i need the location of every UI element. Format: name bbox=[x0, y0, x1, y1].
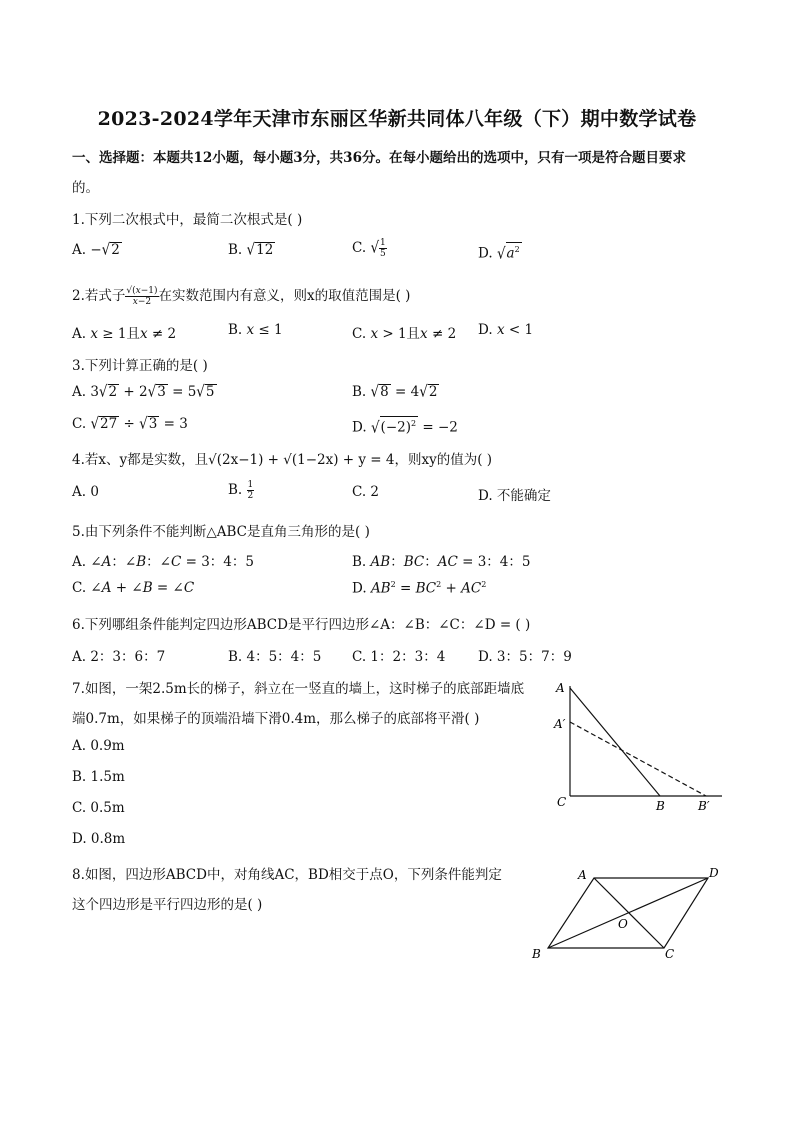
section-heading-line2: 的。 bbox=[72, 180, 99, 196]
q5-option-d: D. $AB^2 = BC^2 + AC^2$ bbox=[352, 580, 487, 597]
q7-option-a: A. 0.9m bbox=[72, 738, 125, 754]
label-b: B bbox=[532, 947, 541, 961]
section-heading-line1: 一、选择题：本题共12小题，每小题3分，共36分。在每小题给出的选项中，只有一项是符合题目要求 bbox=[72, 150, 686, 166]
question-2-stem: 2.若式子 $\frac{√(x-1)}{x-2}$ 在实数范围内有意义，则x的取值范围是( ) bbox=[72, 286, 411, 307]
label-a: A bbox=[578, 868, 587, 882]
label-c: C bbox=[557, 795, 567, 809]
q3-option-d: D. $√(-2)^2 = -2$ bbox=[352, 416, 458, 436]
ladder-figure bbox=[550, 676, 730, 816]
q2-option-d: D. x < 1 bbox=[478, 322, 534, 338]
q3-option-b: B. √8 = 4√2 bbox=[352, 382, 438, 402]
parallelogram-figure bbox=[528, 862, 728, 964]
q7-option-c: C. 0.5m bbox=[72, 800, 125, 816]
label-o: O bbox=[618, 917, 628, 931]
q2-option-b: B. x ≤ 1 bbox=[228, 322, 283, 338]
q7-option-b: B. 1.5m bbox=[72, 769, 125, 785]
q5-option-c: C. ∠A + ∠B = ∠C bbox=[72, 580, 195, 596]
page-title: 2023-2024学年天津市东丽区华新共同体八年级（下）期中数学试卷 bbox=[97, 108, 697, 130]
q1-option-c: C. √ $\frac{1}{5}$ bbox=[352, 238, 386, 259]
q5-option-a: A. ∠A：∠B：∠C = 3：4：5 bbox=[72, 554, 254, 570]
q1-option-a: A. −√2 bbox=[72, 240, 120, 260]
question-4-stem: 4.若x、y都是实数，且√(2x−1) + √(1−2x) + y = 4，则xy的值为( ) bbox=[72, 452, 493, 468]
q1-option-b: B. √12 bbox=[228, 240, 274, 260]
ladder-dashed-line bbox=[570, 722, 706, 796]
label-d: D bbox=[709, 866, 719, 880]
question-3-stem: 3.下列计算正确的是( ) bbox=[72, 358, 208, 374]
q4-option-c: C. 2 bbox=[352, 484, 380, 500]
diagonal-bd bbox=[548, 878, 708, 948]
question-5-stem: 5.由下列条件不能判断△ABC是直角三角形的是( ) bbox=[72, 524, 370, 540]
question-7-line1: 7.如图，一架2.5m长的梯子，斜立在一竖直的墙上，这时梯子的底部距墙底 bbox=[72, 681, 525, 697]
question-8-line2: 这个四边形是平行四边形的是( ) bbox=[72, 897, 263, 913]
q6-option-b: B. 4：5：4：5 bbox=[228, 649, 322, 665]
question-8-line1: 8.如图，四边形ABCD中，对角线AC，BD相交于点O，下列条件能判定 bbox=[72, 867, 502, 883]
label-c: C bbox=[665, 947, 675, 961]
q6-option-a: A. 2：3：6：7 bbox=[72, 649, 166, 665]
q2-option-a: A. x ≥ 1且x ≠ 2 bbox=[72, 326, 177, 342]
ladder-solid-line bbox=[570, 688, 660, 796]
q5-option-b: B. AB：BC：AC = 3：4：5 bbox=[352, 554, 531, 570]
q3-option-a: A. 3√2 + 2√3 = 5√5 bbox=[72, 382, 215, 402]
q7-option-d: D. 0.8m bbox=[72, 831, 126, 847]
label-b-prime: B′ bbox=[698, 799, 710, 813]
q4-option-a: A. 0 bbox=[72, 484, 99, 500]
q4-option-b: B. $\frac{1}{2}$ bbox=[228, 480, 254, 501]
q3-option-c: C. √27 ÷ √3 = 3 bbox=[72, 414, 188, 434]
question-7-line2: 端0.7m，如果梯子的顶端沿墙下滑0.4m，那么梯子的底部将平滑( ) bbox=[72, 711, 480, 727]
label-a: A bbox=[556, 681, 565, 695]
question-6-stem: 6.下列哪组条件能判定四边形ABCD是平行四边形∠A：∠B：∠C：∠D = ( ) bbox=[72, 617, 531, 633]
label-b: B bbox=[656, 799, 665, 813]
question-1-stem: 1.下列二次根式中，最简二次根式是( ) bbox=[72, 212, 303, 228]
q2-option-c: C. x > 1且x ≠ 2 bbox=[352, 326, 457, 342]
q4-option-d: D. 不能确定 bbox=[478, 488, 551, 504]
label-a-prime: A′ bbox=[554, 717, 566, 731]
q6-option-c: C. 1：2：3：4 bbox=[352, 649, 446, 665]
q6-option-d: D. 3：5：7：9 bbox=[478, 649, 572, 665]
q1-option-d: D. $√a^2$ bbox=[478, 242, 522, 262]
